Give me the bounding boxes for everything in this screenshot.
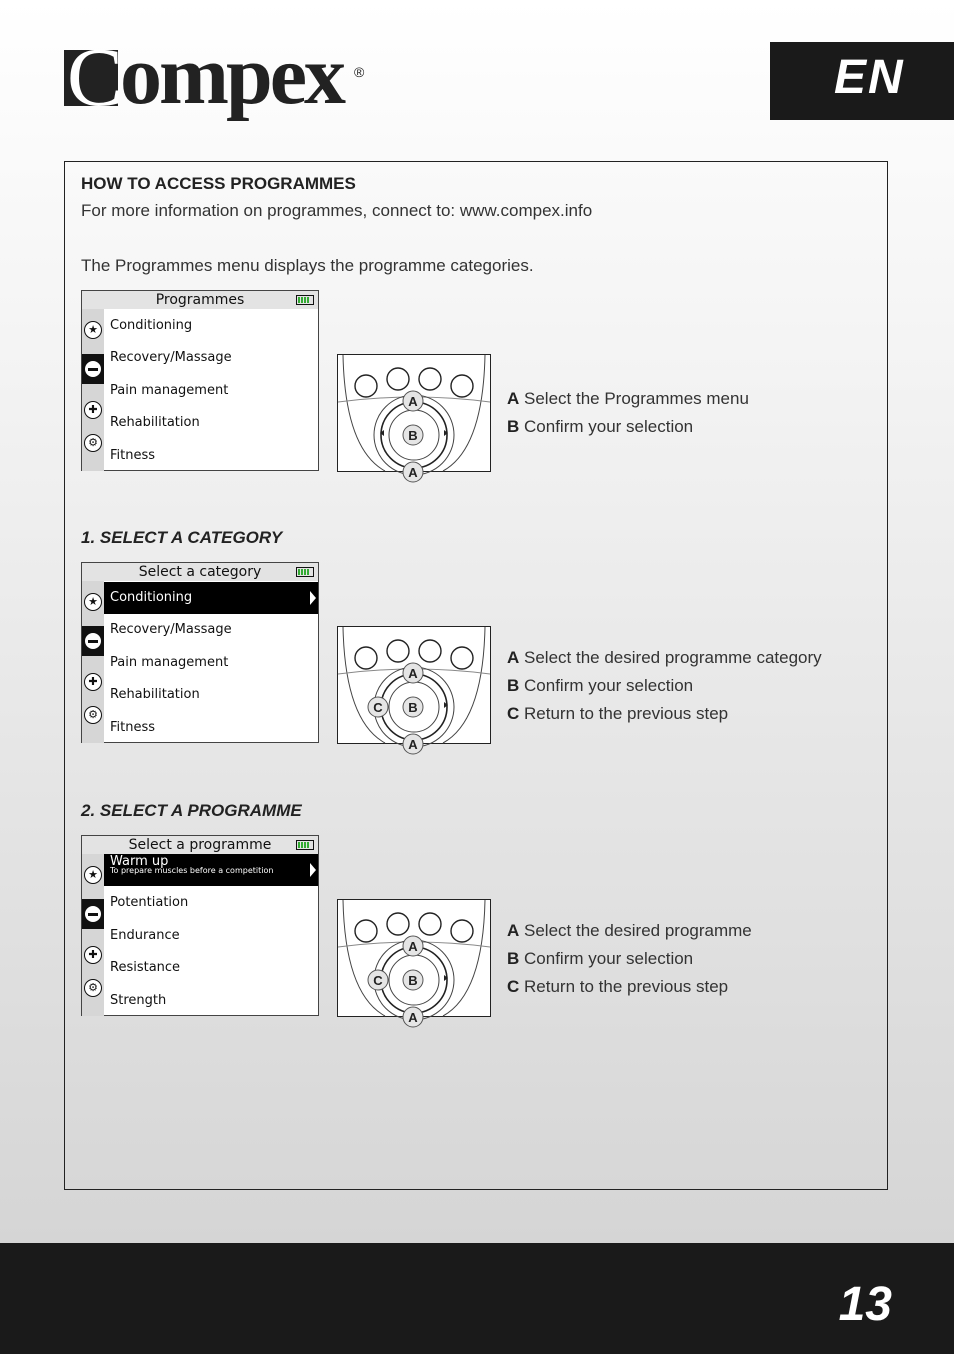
step-1-heading: 1. SELECT A CATEGORY [81,528,283,547]
legend-1 [507,385,749,441]
folder-icon: ▬ [82,354,104,384]
gears-icon: ⚙ [84,979,102,997]
screen-title: Programmes [82,291,318,309]
gears-icon: ⚙ [84,706,102,724]
menu-item-pain: Pain management [110,383,229,398]
menu-item-pain: Pain management [110,655,229,670]
page-number: 13 [838,1278,892,1331]
star-icon: ★ [84,866,102,884]
battery-icon [296,840,314,850]
menu-note: The Programmes menu displays the programme categories. [81,256,534,275]
menu-item-conditioning: Conditioning [110,318,193,333]
screen-title: Select a category [82,563,318,581]
key-a-bottom: A [408,465,418,480]
device-keypad-2 [337,626,491,752]
device-screen-programme [81,835,319,1016]
key-a-top: A [408,666,418,681]
key-b: B [408,700,418,715]
battery-icon [296,295,314,305]
menu-item-rehabilitation: Rehabilitation [110,415,200,430]
menu-item-potentiation: Potentiation [110,895,189,910]
menu-item-rehabilitation: Rehabilitation [110,687,200,702]
menu-item-recovery: Recovery/Massage [110,350,232,365]
star-icon: ★ [84,321,102,339]
legend-row: A Select the Programmes menu [507,389,749,408]
menu-item-resistance: Resistance [110,960,181,975]
category-sidebar [82,309,104,471]
category-sidebar [82,581,104,743]
medical-icon: ✚ [84,673,102,691]
legend-2 [507,644,822,728]
menu-item-endurance: Endurance [110,928,180,943]
language-label: EN [834,51,905,104]
item-label: Warm up [110,854,169,869]
star-icon: ★ [84,593,102,611]
section-heading: HOW TO ACCESS PROGRAMMES [81,174,356,193]
device-screen-category [81,562,319,743]
registered-mark: ® [354,64,365,80]
key-a-bottom: A [408,1010,418,1025]
key-b: B [408,973,418,988]
device-screen-programmes [81,290,319,471]
menu-item-fitness: Fitness [110,448,156,463]
menu-item-recovery: Recovery/Massage [110,622,232,637]
page-footer [0,1243,954,1354]
info-text: For more information on programmes, connect to: www.compex.info [81,201,593,220]
menu-item-fitness: Fitness [110,720,156,735]
screen-title: Select a programme [82,836,318,854]
key-a-top: A [408,394,418,409]
folder-icon: ▬ [82,899,104,929]
item-subtitle: To prepare muscles before a competition [110,866,274,875]
logo-wordmark: ompex [120,29,343,122]
key-a-bottom: A [408,737,418,752]
legend-row: A Select the desired programme [507,921,752,940]
legend-row: A Select the desired programme category [507,648,822,667]
menu-item-warm-up-selected [104,854,318,886]
device-keypad-1 [337,354,491,480]
key-c: C [373,973,383,988]
key-c: C [373,700,383,715]
menu-item-conditioning-selected: Conditioning [104,582,318,614]
medical-icon: ✚ [84,946,102,964]
legend-row: B Confirm your selection [507,676,694,695]
device-keypad-3 [337,899,491,1025]
language-tab [770,42,954,120]
legend-row: B Confirm your selection [507,949,694,968]
step-2-heading: 2. SELECT A PROGRAMME [81,801,302,820]
menu-item-strength: Strength [110,993,167,1008]
medical-icon: ✚ [84,401,102,419]
gears-icon: ⚙ [84,434,102,452]
key-b: B [408,428,418,443]
logo-c-box: C [64,50,118,106]
legend-row: C Return to the previous step [507,704,729,723]
legend-row: B Confirm your selection [507,417,694,436]
category-sidebar [82,854,104,1016]
folder-icon: ▬ [82,626,104,656]
battery-icon [296,567,314,577]
key-a-top: A [408,939,418,954]
legend-row: C Return to the previous step [507,977,729,996]
legend-3 [507,917,752,1001]
